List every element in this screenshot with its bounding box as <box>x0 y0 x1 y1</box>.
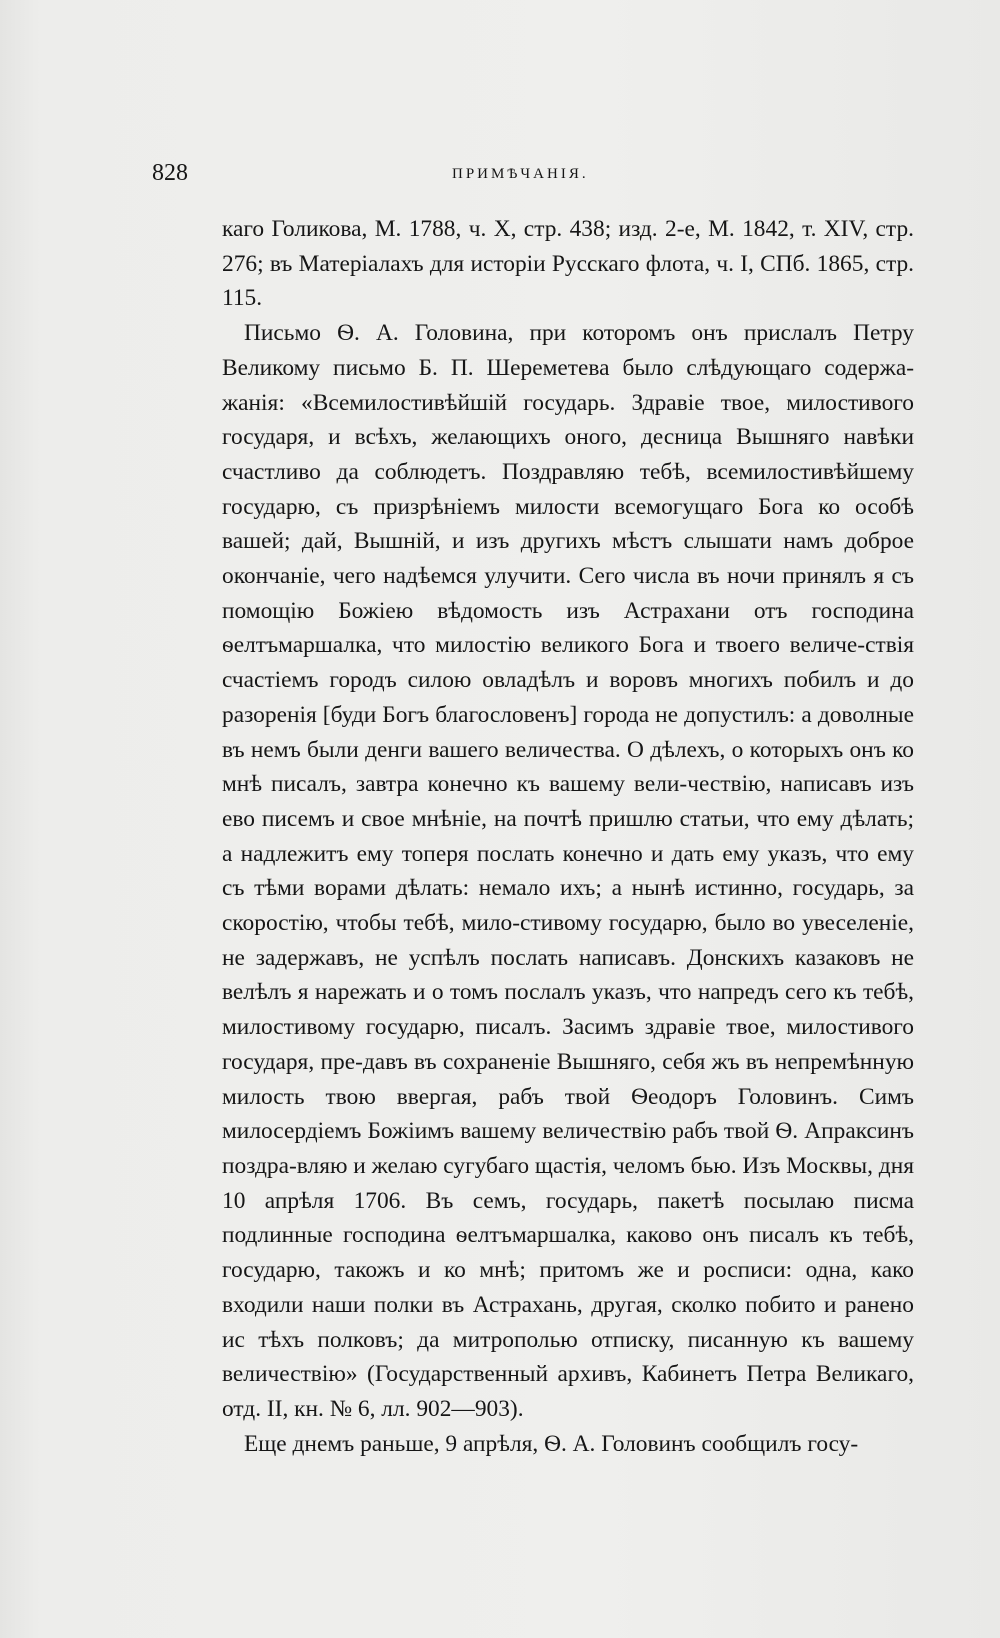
running-title: ПРИМѢЧАНІЯ. <box>452 166 589 182</box>
paragraph-next: Еще днемъ раньше, 9 апрѣля, Ѳ. А. Головинъ сообщилъ госу- <box>244 1430 859 1457</box>
page-number: 828 <box>152 160 188 186</box>
page-header <box>152 160 872 190</box>
paragraph-letter: Письмо Ѳ. А. Головина, при которомъ онъ прислалъ Петру Великому письмо Б. П. Шереметева было слѣдующаго содержа-жанія: «Всемилостивѣйшій государь. Здравіе твое, милостивого государя, и всѣхъ, желающихъ оного, десница Вышняго навѣки счастливо да соблюдетъ. Поздравляю тебѣ, всемилостивѣйшему государю, съ призрѣніемъ милости всемогущаго Бога ко особѣ вашей; дай, Вышній, и изъ другихъ мѣстъ слышати намъ доброе окончаніе, чего надѣемся улучити. Сего числа въ ночи принялъ я съ помощію Божіею вѣдомость изъ Астрахани отъ господина ѳелтъмаршалка, что милостію великого Бога и твоего величе-ствія счастіемъ городъ силою овладѣлъ и воровъ многихъ побилъ и до разоренія [буди Богъ благословенъ] города не допустилъ: а доволные въ немъ были денги вашего величества. О дѣлехъ, о которыхъ онъ ко мнѣ писалъ, завтра конечно къ вашему вели-чествію, написавъ изъ ево писемъ и свое мнѣніе, на почтѣ пришлю статьи, что ему дѣлать; а надлежитъ ему топеря послать конечно и дать ему указъ, что ему съ тѣми ворами дѣлать: немало ихъ; а нынѣ истинно, государь, за скоростію, чтобы тебѣ, мило-стивому государю, было во увеселеніе, не задержавъ, не успѣлъ послать написавъ. Донскихъ казаковъ не велѣлъ я нарежать и о томъ послалъ указъ, что напредъ сего къ тебѣ, милостивому государю, писалъ. Засимъ здравіе твое, милостивого государя, пре-давъ въ сохраненіе Вышняго, себя жъ въ непремѣнную милость твою ввергая, рабъ твой Ѳеодоръ Головинъ. Симъ милосердіемъ Божіимъ вашему величествію рабъ твой Ѳ. Апраксинъ поздра-вляю и желаю сугубаго щастія, челомъ бью. Изъ Москвы, дня 10 апрѣля 1706. Въ семъ, государь, пакетѣ посылаю писма подлинные господина ѳелтъмаршалка, каково онъ писалъ къ тебѣ, государю, такожъ и ко мнѣ; притомъ же и росписи: одна, како входили наши полки въ Астрахань, другая, сколко побито и ранено ис тѣхъ полковъ; да митрополью отписку, писанную къ вашему величествію» (Государственный архивъ, Кабинетъ Петра Великаго, отд. II, кн. № 6, лл. 902—903). <box>222 320 914 1422</box>
body-text <box>222 212 914 1461</box>
paragraph-continuation: каго Голикова, М. 1788, ч. X, стр. 438; изд. 2-е, М. 1842, т. XIV, стр. 276; въ Матеріалахъ для исторіи Русскаго флота, ч. I, СПб. 1865, стр. 115. <box>222 216 914 312</box>
